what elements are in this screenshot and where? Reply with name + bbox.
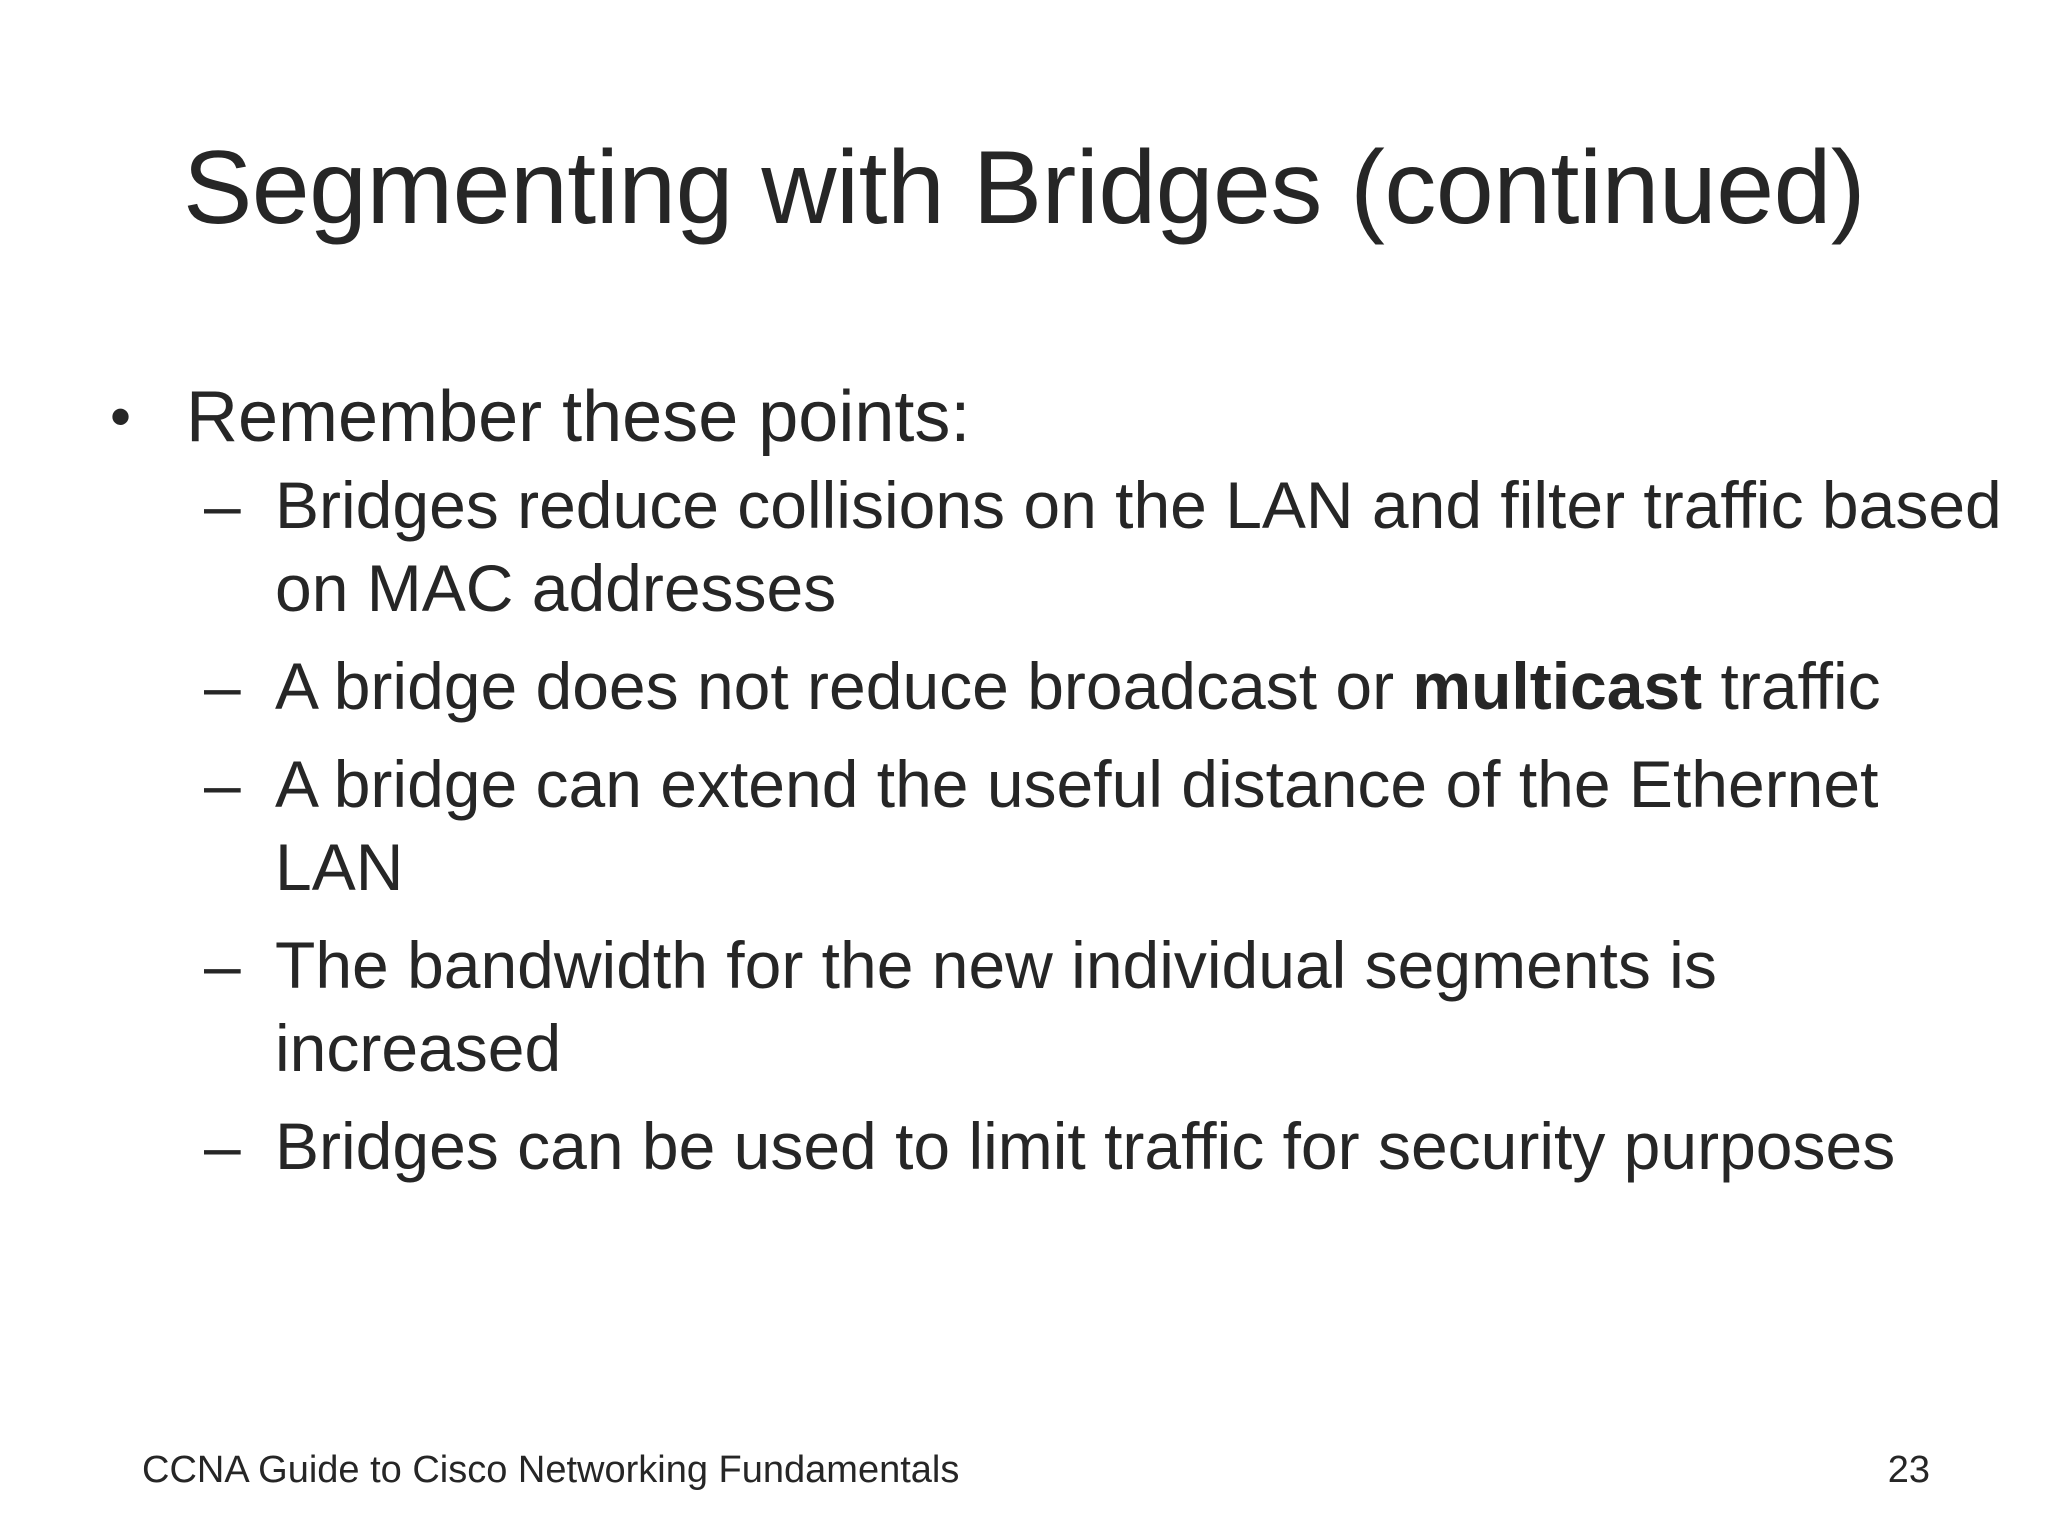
sub-bullet-text: A bridge can extend the useful distance of the Ethernet LAN <box>275 747 1879 904</box>
sub-bullet <box>108 464 2015 630</box>
footer-book-title: CCNA Guide to Cisco Networking Fundamentals <box>142 1449 960 1491</box>
sub-bullet-text: The bandwidth for the new individual segments is increased <box>275 928 1717 1085</box>
bullet-marker: • <box>110 383 132 450</box>
slide-content <box>108 374 2002 1203</box>
dash-marker: – <box>204 928 241 1002</box>
bold-term: multicast <box>1412 649 1703 723</box>
dash-marker: – <box>204 468 241 542</box>
sub-bullet-text: Bridges can be used to limit traffic for security purposes <box>275 1109 1896 1183</box>
main-bullet <box>108 374 1948 460</box>
sub-bullet <box>108 645 2015 728</box>
sub-bullet-list <box>108 464 2002 1188</box>
sub-bullet <box>108 743 2015 909</box>
sub-bullet-text: A bridge does not reduce broadcast or <box>275 649 1413 723</box>
dash-marker: – <box>204 649 241 723</box>
sub-bullet-text: Bridges reduce collisions on the LAN and filter traffic based on MAC addresses <box>275 468 2002 625</box>
dash-marker: – <box>204 1109 241 1183</box>
page-number: 23 <box>1887 1449 1930 1491</box>
slide-title: Segmenting with Bridges (continued) <box>182 130 1866 246</box>
main-bullet-text: Remember these points: <box>186 377 971 457</box>
sub-bullet <box>108 924 2015 1090</box>
sub-bullet-text: traffic <box>1702 649 1881 723</box>
dash-marker: – <box>204 747 241 821</box>
sub-bullet <box>108 1105 2015 1188</box>
